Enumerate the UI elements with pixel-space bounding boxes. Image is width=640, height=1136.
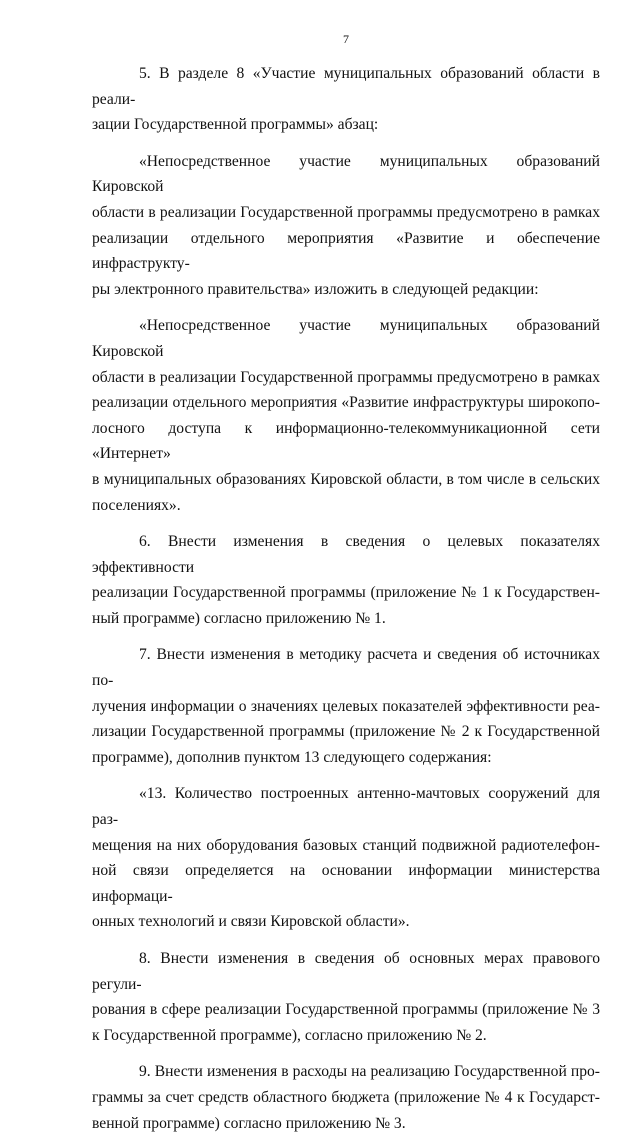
paragraph-line: онных технологий и связи Кировской области». — [92, 913, 410, 931]
paragraph-line: области в реализации Государственной программы предусмотрено в рамках — [92, 368, 600, 386]
paragraph-line: 5. В разделе 8 «Участие муниципальных образований области в реали- — [92, 65, 600, 108]
page-number: 7 — [343, 32, 349, 46]
paragraph-line: ры электронного правительства» изложить в следующей редакции: — [92, 280, 539, 298]
paragraph-line: мещения на них оборудования базовых станций подвижной радиотелефон- — [92, 836, 600, 854]
paragraph — [92, 529, 600, 631]
paragraph-line: лосного доступа к информационно-телекоммуникационной сети «Интернет» — [92, 419, 600, 463]
paragraph-line: зации Государственной программы» абзац: — [92, 116, 379, 134]
paragraph-line: «13. Количество построенных антенно-мачтовых сооружений для раз- — [92, 785, 600, 829]
paragraph — [92, 1059, 600, 1136]
paragraph-line: 9. Внести изменения в расходы на реализацию Государственной про- — [139, 1063, 600, 1081]
paragraph-line: лизации Государственной программы (приложение № 2 к Государственной — [92, 723, 600, 741]
paragraph-line: 8. Внести изменения в сведения об основных мерах правового регули- — [92, 950, 600, 993]
paragraph-line: «Непосредственное участие муниципальных образований Кировской — [92, 317, 600, 360]
paragraph — [92, 61, 600, 138]
paragraph — [92, 313, 600, 518]
paragraph-line: реализации Государственной программы (приложение № 1 к Государствен- — [92, 584, 600, 602]
paragraph — [92, 642, 600, 770]
paragraph-line: 7. Внести изменения в методику расчета и сведения об источниках по- — [92, 646, 600, 690]
paragraph-line: «Непосредственное участие муниципальных образований Кировской — [92, 152, 600, 196]
paragraph-line: реализации отдельного мероприятия «Развитие инфраструктуры широкопо- — [92, 394, 600, 412]
paragraph — [92, 149, 600, 303]
paragraph-line: рования в сфере реализации Государственной программы (приложение № 3 — [92, 1001, 600, 1019]
paragraph-line: граммы за счет средств областного бюджета (приложение № 4 к Государст- — [92, 1088, 600, 1106]
paragraph-line: ный программе) согласно приложению № 1. — [92, 609, 386, 627]
paragraph-line: реализации отдельного мероприятия «Развитие и обеспечение инфраструкту- — [92, 229, 600, 273]
paragraph-line: поселениях». — [92, 496, 181, 514]
paragraph — [92, 946, 600, 1048]
paragraph-line: в муниципальных образованиях Кировской области, в том числе в сельских — [92, 470, 600, 488]
paragraph-line: 6. Внести изменения в сведения о целевых показателях эффективности — [92, 533, 600, 576]
paragraph-line: ной связи определяется на основании информации министерства информаци- — [92, 862, 600, 905]
document-body — [92, 61, 600, 1136]
paragraph-line: области в реализации Государственной программы предусмотрено в рамках — [92, 203, 600, 221]
paragraph-line: программе), дополнив пунктом 13 следующего содержания: — [92, 748, 492, 766]
paragraph-line: лучения информации о значениях целевых показателей эффективности реа- — [92, 697, 600, 715]
paragraph — [92, 781, 600, 935]
paragraph-line: к Государственной программе), согласно приложению № 2. — [92, 1026, 487, 1044]
paragraph-line: венной программе) согласно приложению № 3. — [92, 1114, 406, 1132]
